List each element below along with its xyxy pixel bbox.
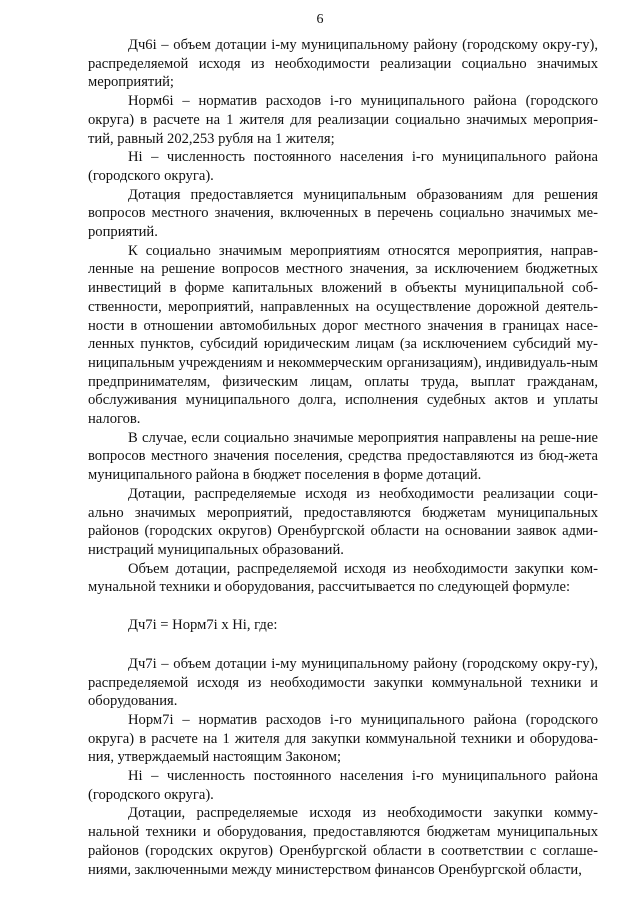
paragraph-dotation-purpose: Дотация предоставляется муниципальным образованиям для решения вопросов местного значения, включенных в перечень социально значимых ме-роприятий.	[88, 186, 598, 241]
paragraph-dch7i-definition: Дч7i – объем дотации i-му муниципальному району (городскому окру-гу), распределяемой исходя из необходимости закупки коммунальной техники и оборудования.	[88, 655, 598, 710]
paragraph-dch6i-definition: Дч6i – объем дотации i-му муниципальному району (городскому окру-гу), распределяемой исходя из необходимости реализации социально значимых мероприятий;	[88, 37, 598, 91]
paragraph-equipment-provision: Дотации, распределяемые исходя из необходимости закупки комму-нальной техники и оборудования, предоставляются бюджетам муниципальных районов (городских округов) Оренбургской области в соответствии с соглаше-ниями, заключенными между министерством финансов Оренбургской области,	[88, 805, 598, 878]
paragraph-settlement-case: В случае, если социально значимые мероприятия направлены на реше-ние вопросов местного значения поселения, средства предоставляются из бюд-жета муниципального района в бюджет поселения в форме дотаций.	[88, 429, 598, 484]
page-number: 6	[316, 12, 324, 27]
paragraph-ni-definition-2: Нi – численность постоянного населения i-го муниципального района (городского округа).	[88, 768, 598, 803]
formula-dch7i: Дч7i = Норм7i х Нi, где:	[128, 617, 278, 634]
paragraph-norm6i-definition: Норм6i – норматив расходов i-го муниципального района (городского округа) в расчете на 1 жителя для реализации социально значимых мероприя-тий, равный 202,253 рубля на 1 жителя;	[88, 93, 598, 147]
paragraph-significant-measures: К социально значимым мероприятиям относятся мероприятия, направ-ленные на решение вопросов местного значения, за исключением бюджетных инвестиций в форме капитальных вложений в объекты муниципальной соб-ственности, мероприятий, направленных на осуществление дорожной деятель-ности в отношении автомобильных дорог местного значения в границах насе-ленных пунктов, субсидий юридическим лицам (за исключением субсидий му-ниципальным учреждениям и некоммерческим организациям), индивидуаль-ным предпринимателям, физическим лицам, оплаты труда, выплат гражданам, обслуживания муниципального долга, исполнения судебных актов и уплаты налогов.	[88, 242, 598, 428]
paragraph-dotation-provision: Дотации, распределяемые исходя из необходимости реализации соци-ально значимых мероприятий, предоставляются бюджетам муниципальных районов (городских округов) Оренбургской области на основании заявок адми-нистраций муниципальных образований.	[88, 485, 598, 558]
paragraph-norm7i-definition: Норм7i – норматив расходов i-го муниципального района (городского округа) в расчете на 1 жителя для закупки коммунальной техники и оборудова-ния, утверждаемый настоящим Законом;	[88, 711, 598, 766]
document-body	[88, 36, 598, 879]
paragraph-ni-definition: Нi – численность постоянного населения i-го муниципального района (городского округа).	[88, 149, 598, 184]
paragraph-equipment-volume: Объем дотации, распределяемой исходя из необходимости закупки ком-мунальной техники и оборудования, рассчитывается по следующей формуле:	[88, 560, 598, 596]
